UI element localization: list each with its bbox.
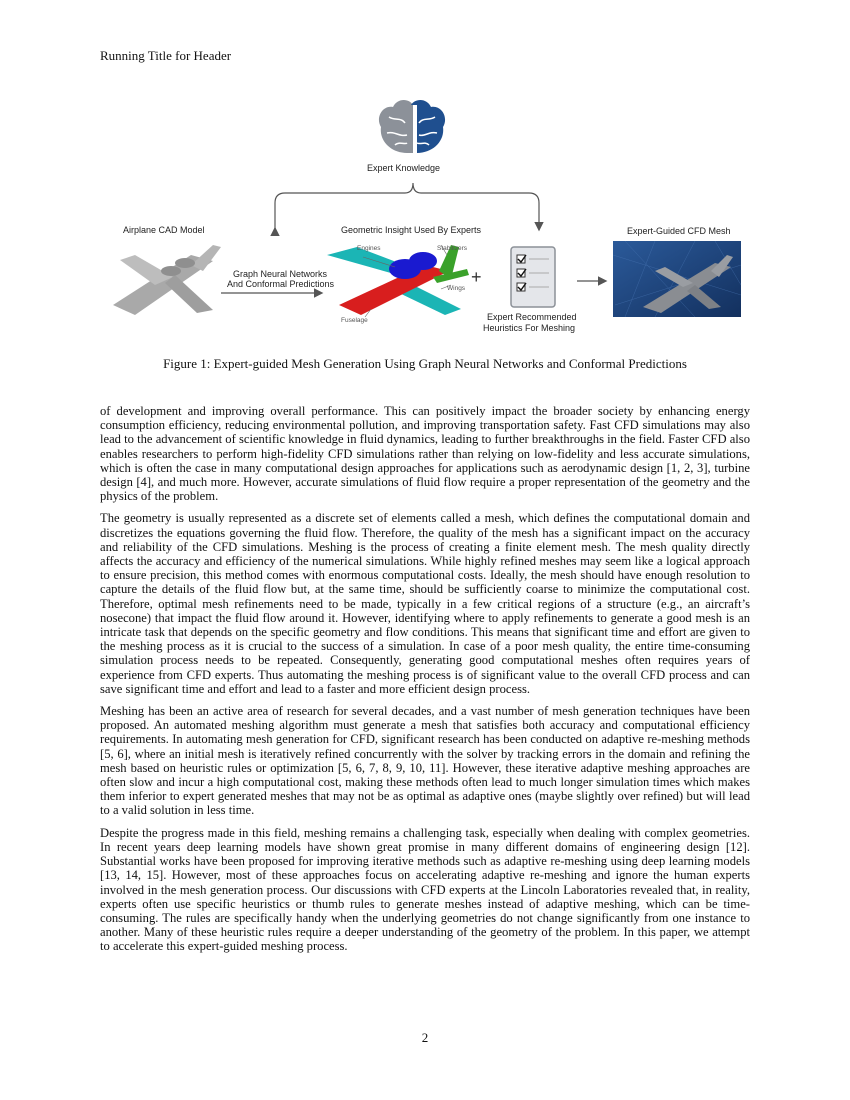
airplane-cad-label: Airplane CAD Model (123, 225, 205, 235)
fuselage-label: Fuselage (341, 317, 368, 324)
gnn-label-line2: And Conformal Predictions (227, 279, 335, 289)
figure-caption: Figure 1: Expert-guided Mesh Generation Using Graph Neural Networks and Conformal Predictions (163, 356, 687, 371)
paragraph: The geometry is usually represented as a discrete set of elements called a mesh, which defines the computational domain and discretizes the equations governing the fluid flow. Therefore, the quality of the mesh has a significant impact on the accuracy and reliability of the CFD simulations. Meshing is the process of creating a finite element mesh. The mesh quality directly affects the accuracy and efficiency of the numerical simulations. While highly refined meshes may seem like a logical approach to ensure precision, this method comes with enormous computational costs. Ideally, the mesh should have enough resolution to capture the details of the fluid flow but, at the same time, should be sufficiently coarse to minimize the computational cost. Therefore, optimal mesh refinements need to be made, typically in a few critical regions of a structure (e.g., an aircraft’s nosecone) that impact the fluid flow around it. However, identifying where to apply refinements to generate a good mesh is an intricate task that depends on the specific geometry and flow conditions. This means that significant time and effort are given to the meshing process as it is crucial to the success of a simulation. In case of a poor mesh quality, the entire time-consuming simulation process needs to be repeated. Consequently, generating good computational meshes often requires years of experience from CFD experts. Thus automating the meshing process is of significant value to the overall CFD process and can save significant time and effort and lead to a faster and more efficient design process. (100, 511, 750, 696)
heuristics-label-line1: Expert Recommended (487, 312, 577, 322)
cad-airplane-image (113, 245, 221, 315)
geometric-insight-label: Geometric Insight Used By Experts (341, 225, 482, 235)
running-header: Running Title for Header (100, 48, 232, 63)
expert-knowledge-label: Expert Knowledge (367, 163, 441, 173)
heuristics-label-line2: Heuristics For Meshing (483, 323, 576, 333)
engines-label: Engines (357, 245, 381, 252)
page-number: 2 (421, 1030, 429, 1045)
brain-icon (379, 100, 445, 153)
paragraph: Meshing has been an active area of research for several decades, and a vast number of mesh generation techniques have been proposed. An automated meshing algorithm must generate a mesh that satisfies both accuracy and computational efficiency requirements. In automating mesh generation for CFD, significant research has been conducted on adaptive re-meshing methods [5, 6], where an initial mesh is iteratively refined concurrently with the solver by tracking errors in the domain and refining the mesh based on heuristic rules or optimization [5, 6, 7, 8, 9, 10, 11]. However, these iterative adaptive meshing approaches are often slow and incur a high computational cost, making these methods often lead to much longer simulation times which makes them inferior to expert generated meshes that may not be as optimal as adaptive ones (maybe slightly over refined) but will lead to a valid solution in less time. (100, 704, 750, 818)
body-text (100, 404, 750, 962)
plus-sign: + (471, 267, 482, 287)
paragraph: Despite the progress made in this field, meshing remains a challenging task, especially when dealing with complex geometries. In recent years deep learning models have shown great promise in many different domains of engineering design [12]. Substantial works have been proposed for improving iterative methods such as adaptive re-meshing using deep learning models [13, 14, 15]. However, most of these approaches focus on accelerating adaptive re-meshing and ignore the human experts involved in the mesh generation process. Our discussions with CFD experts at the Lincoln Laboratories revealed that, in reality, experts often use specific heuristics or thumb rules to generate meshes instead of adaptive meshing, which can be time-consuming. The rules are specifically handy when the underlying geometries do not change significantly from one instance to another. Many of these heuristic rules require a deeper understanding of the geometry of the problem. In this paper, we attempt to accelerate this expert-guided meshing process. (100, 825, 750, 954)
cfd-mesh-label: Expert-Guided CFD Mesh (627, 226, 731, 236)
figure-1 (95, 95, 755, 345)
paragraph: of development and improving overall performance. This can positively impact the broader society by enhancing energy consumption efficiency, reducing environmental pollution, and improving transportation safety. Fast CFD simulations may also lead to the advancement of scientific knowledge in fluid dynamics, leading to further breakthroughs in the field. Faster CFD also enables researchers to perform high-fidelity CFD simulations rather than relying on low-fidelity and less accurate simulations, which is often the case in many computational design approaches for applications such as aerodynamic design [1, 2, 3], turbine design [4], and much more. However, accurate simulations of fluid flow require a proper representation of the geometry and the physics of the problem. (100, 404, 750, 504)
gnn-label-line1: Graph Neural Networks (233, 269, 328, 279)
checklist-icon (511, 247, 555, 307)
stabilizers-label: Stabilizers (437, 245, 467, 252)
wings-label: Wings (447, 285, 466, 292)
cfd-mesh-image (613, 241, 741, 317)
figure-graphic (95, 95, 755, 345)
segmented-airplane-image (327, 245, 469, 317)
